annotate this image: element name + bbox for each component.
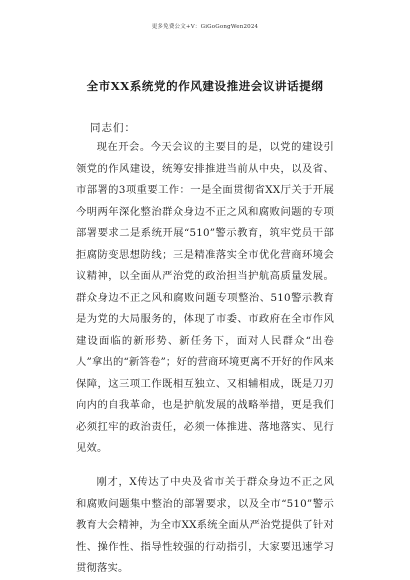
body-paragraph-2: 刚才，X传达了中央及省市关于群众身边不正之风和腐败问题集中整治的部署要求，以及全市“510”警示教育大会精神，为全市XX系统全面从严治党提供了针对性、操作性、指导性较强的行动指引，大家要迅速学习贯彻落实。 <box>76 476 334 574</box>
document-title: 全市XX系统党的作风建设推进会议讲话提纲 <box>86 79 324 93</box>
body-paragraph-1: 现在开会。今天会议的主要目的是，以党的建设引领党的作风建设，统筹安排推进当前从中央，以及省、市部署的3项重要工作：一是全面贯彻省XX厅关于开展今明两年深化整治群众身边不正之风和腐败问题的专项部署要求二是系统开展“510”警示教育，筑牢党员干部拒腐防变思想防线；三是精准落实全市优化营商环境会议精神，以全面从严治党的政治担当护航高质量发展。群众身边不正之风和腐败问题专项整治、510警示教育是为党的大局服务的，体现了市委、市政府在全市作风建设面临的新形势、新任务下，面对人民群众“出卷人”拿出的“新答卷”；好的营商环境更离不开好的作风来保障，这三项工作既相互独立、又相辅相成，既是刀刃向内的自我革命，也是护航发展的战略举措，更是我们必须扛牢的政治责任，必须一体推进、落地落实、见行见效。 <box>76 141 334 454</box>
salutation: 同志们： <box>90 122 136 134</box>
header-note: 更多免费公文+V：GiGoGongWen2024 <box>151 24 259 30</box>
